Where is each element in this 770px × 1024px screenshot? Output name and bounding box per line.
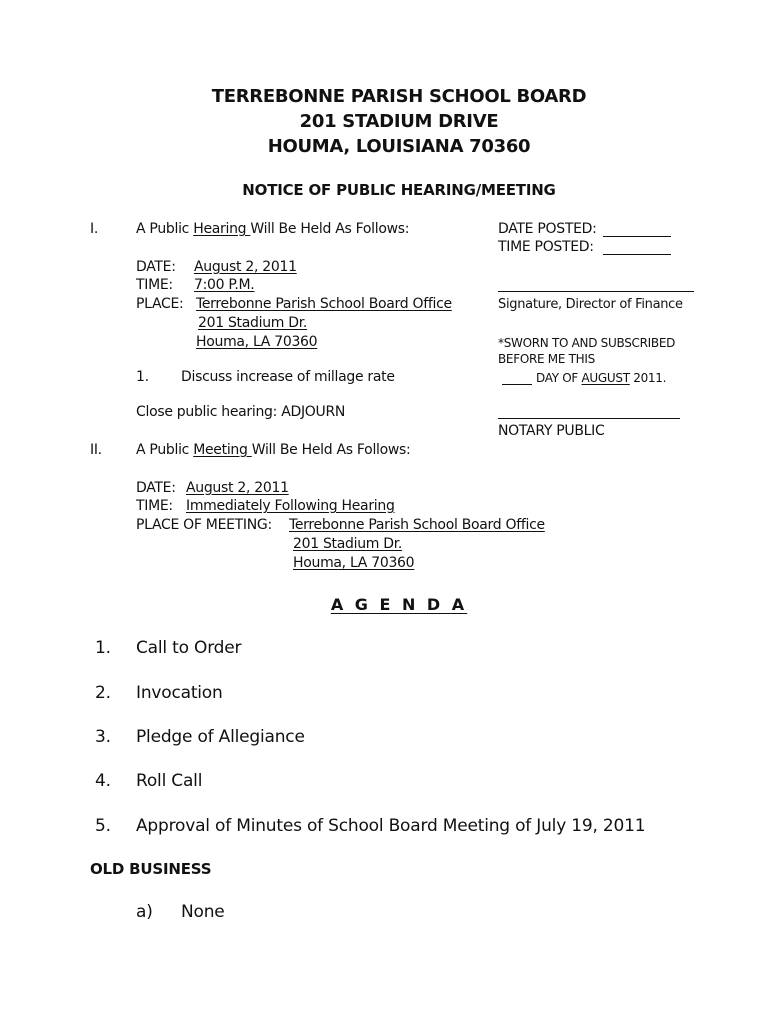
board-street: 201 STADIUM DRIVE: [299, 111, 499, 132]
notice-title: NOTICE OF PUBLIC HEARING/MEETING: [242, 181, 556, 199]
meeting-date-value: August 2, 2011: [186, 480, 289, 496]
meeting-place-label: PLACE OF MEETING:: [136, 517, 272, 533]
meeting-time-value: Immediately Following Hearing: [186, 498, 395, 514]
hearing-item-number: 1.: [136, 369, 149, 385]
day-of-line: [536, 371, 666, 385]
meeting-date-label: DATE:: [136, 480, 176, 496]
sworn-line1: *SWORN TO AND SUBSCRIBED: [498, 336, 676, 350]
notary-line: [498, 418, 680, 419]
hearing-close-text: Close public hearing: ADJOURN: [136, 404, 346, 420]
agenda-item-pledge: Pledge of Allegiance: [136, 727, 305, 747]
day-of-month: AUGUST: [581, 371, 630, 385]
signature-label: Signature, Director of Finance: [498, 297, 683, 312]
hearing-intro-keyword: Hearing: [193, 221, 251, 237]
agenda-item-call-to-order: Call to Order: [136, 638, 242, 658]
hearing-date-value: August 2, 2011: [194, 259, 297, 275]
hearing-time-value: 7:00 P.M.: [194, 277, 255, 293]
board-name: TERREBONNE PARISH SCHOOL BOARD: [211, 86, 587, 107]
hearing-intro-suffix: Will Be Held As Follows:: [250, 221, 410, 237]
agenda-title: A G E N D A: [330, 595, 468, 614]
signature-line: [498, 291, 694, 292]
date-posted-blank: [603, 236, 671, 237]
day-of-text: DAY OF: [536, 371, 578, 385]
agenda-item-number: 1.: [95, 638, 111, 658]
meeting-intro-prefix: A Public: [136, 442, 194, 458]
day-of-year: 2011.: [633, 371, 667, 385]
meeting-place-line2: 201 Stadium Dr.: [293, 536, 403, 552]
hearing-date-label: DATE:: [136, 259, 176, 275]
old-business-title: OLD BUSINESS: [90, 860, 212, 878]
agenda-item-number: 4.: [95, 771, 111, 791]
hearing-place-line3: Houma, LA 70360: [196, 334, 318, 350]
agenda-item-number: 2.: [95, 683, 111, 703]
hearing-item-text: Discuss increase of millage rate: [181, 369, 395, 385]
old-business-item-none: None: [181, 902, 225, 922]
agenda-item-roll-call: Roll Call: [136, 771, 203, 791]
agenda-item-minutes: Approval of Minutes of School Board Meeting of July 19, 2011: [136, 816, 646, 836]
hearing-place-label: PLACE:: [136, 296, 184, 312]
sworn-line2: BEFORE ME THIS: [498, 352, 595, 366]
date-posted-label: DATE POSTED:: [498, 221, 597, 237]
meeting-time-label: TIME:: [136, 498, 173, 514]
hearing-place-line1: Terrebonne Parish School Board Office: [196, 296, 452, 312]
hearing-time-label: TIME:: [136, 277, 173, 293]
hearing-place-line2: 201 Stadium Dr.: [198, 315, 308, 331]
meeting-intro: [136, 442, 410, 458]
meeting-numeral: II.: [90, 442, 102, 458]
agenda-item-number: 3.: [95, 727, 111, 747]
agenda-item-number: 5.: [95, 816, 111, 836]
notary-label: NOTARY PUBLIC: [498, 423, 605, 439]
time-posted-label: TIME POSTED:: [498, 239, 594, 255]
agenda-item-invocation: Invocation: [136, 683, 223, 703]
hearing-intro: [136, 221, 409, 237]
meeting-place-line3: Houma, LA 70360: [293, 555, 415, 571]
meeting-intro-suffix: Will Be Held As Follows:: [251, 442, 411, 458]
hearing-intro-prefix: A Public: [136, 221, 194, 237]
board-city: HOUMA, LOUISIANA 70360: [267, 136, 531, 157]
hearing-numeral: I.: [90, 221, 98, 237]
meeting-intro-keyword: Meeting: [193, 442, 252, 458]
time-posted-blank: [603, 254, 671, 255]
meeting-place-line1: Terrebonne Parish School Board Office: [289, 517, 545, 533]
old-business-item-number: a): [136, 902, 153, 922]
day-blank: [502, 384, 532, 385]
